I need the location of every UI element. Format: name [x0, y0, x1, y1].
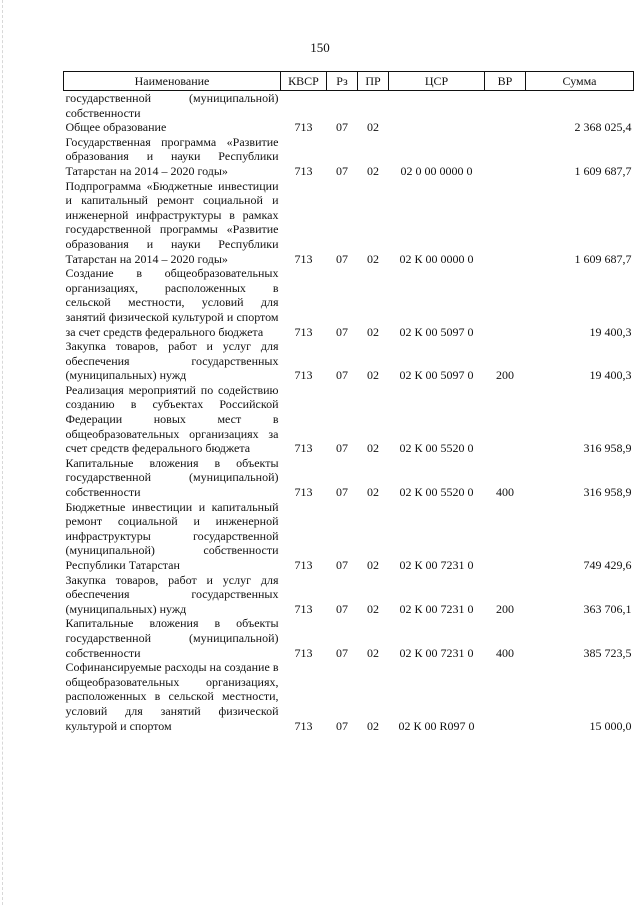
cell-kvsr: 713	[294, 718, 313, 733]
cell-vr: 400	[496, 645, 514, 660]
cell-vr	[485, 383, 526, 456]
cell-pr	[358, 91, 389, 121]
budget-table	[63, 71, 634, 733]
cell-sum: 15 000,0	[589, 718, 632, 733]
table-row	[64, 456, 634, 500]
cell-sum: 19 400,3	[589, 324, 632, 339]
cell-kvsr: 713	[294, 645, 313, 660]
cell-rz: 07	[336, 718, 348, 733]
table-row	[64, 91, 634, 121]
cell-rz: 07	[336, 120, 348, 135]
scan-margin-mark	[2, 0, 5, 905]
cell-sum: 19 400,3	[589, 368, 632, 383]
cell-vr	[485, 660, 526, 733]
cell-csr: 02 К 00 7231 0	[399, 645, 474, 660]
cell-csr: 02 К 00 R097 0	[398, 718, 475, 733]
table-row	[64, 616, 634, 660]
cell-kvsr: 713	[294, 601, 313, 616]
table-row	[64, 179, 634, 267]
cell-sum: 316 958,9	[583, 441, 632, 456]
cell-kvsr: 713	[294, 120, 313, 135]
cell-vr	[485, 500, 526, 573]
cell-vr: 400	[496, 485, 514, 500]
cell-name: Закупка товаров, работ и услуг для обеспечения государственных (муниципальных) нужд	[65, 572, 279, 616]
cell-kvsr	[281, 91, 327, 121]
table-row	[64, 573, 634, 617]
cell-pr: 02	[367, 718, 379, 733]
cell-pr: 02	[367, 120, 379, 135]
cell-rz: 07	[336, 441, 348, 456]
cell-csr: 02 К 00 0000 0	[399, 251, 474, 266]
cell-csr: 02 К 00 5520 0	[399, 485, 474, 500]
cell-sum	[526, 91, 634, 121]
cell-pr: 02	[367, 324, 379, 339]
cell-vr: 200	[496, 368, 514, 383]
cell-sum: 749 429,6	[583, 558, 632, 572]
table-row	[64, 135, 634, 179]
cell-rz: 07	[336, 601, 348, 616]
cell-rz: 07	[336, 324, 348, 339]
cell-sum: 363 706,1	[583, 601, 632, 616]
cell-name: Подпрограмма «Бюджетные инвестиции и капитальный ремонт социальной и инженерной инфраструктуры в рамках государственной программы «Развитие образования и науки Республики Татарстан на 2014 – 2020 годы»	[65, 178, 279, 266]
table-row	[64, 383, 634, 456]
cell-name: Капитальные вложения в объекты государственной (муниципальной) собственности	[65, 455, 279, 500]
cell-sum: 1 609 687,7	[574, 251, 632, 266]
cell-csr: 02 0 00 0000 0	[400, 163, 473, 178]
cell-csr: 02 К 00 7231 0	[399, 558, 474, 572]
column-header-sum: Сумма	[526, 72, 634, 91]
cell-vr	[485, 135, 526, 179]
cell-vr	[485, 91, 526, 121]
table-row	[64, 500, 634, 573]
cell-rz	[327, 91, 358, 121]
cell-csr: 02 К 00 5097 0	[399, 368, 474, 383]
table-body	[64, 91, 634, 734]
table-row	[64, 660, 634, 733]
cell-vr: 200	[496, 601, 514, 616]
cell-name: Бюджетные инвестиции и капитальный ремонт социальной и инженерной инфраструктуры государственной (муниципальной) собственности Республики Татарстан	[65, 499, 279, 572]
cell-pr: 02	[367, 558, 379, 572]
table-row	[64, 266, 634, 339]
column-header-rz: Рз	[327, 72, 358, 91]
column-header-kvsr: КВСР	[281, 72, 327, 91]
column-header-vr: ВР	[485, 72, 526, 91]
cell-sum: 2 368 025,4	[574, 120, 632, 135]
page-number: 150	[310, 40, 330, 55]
cell-rz: 07	[336, 558, 348, 572]
cell-pr: 02	[367, 251, 379, 266]
table-row	[64, 120, 634, 135]
cell-sum: 1 609 687,7	[574, 163, 632, 178]
cell-name: Создание в общеобразовательных организациях, расположенных в сельской местности, условий для занятий физической культурой и спортом за счет средств федерального бюджета	[65, 266, 279, 339]
cell-csr	[389, 91, 485, 121]
cell-rz: 07	[336, 645, 348, 660]
cell-pr: 02	[367, 485, 379, 500]
cell-csr	[389, 120, 485, 135]
cell-sum: 316 958,9	[583, 485, 632, 500]
cell-name: государственной (муниципальной) собственности	[65, 91, 279, 120]
column-header-pr: ПР	[358, 72, 389, 91]
table-header	[64, 72, 634, 91]
cell-rz: 07	[336, 368, 348, 383]
cell-kvsr: 713	[294, 251, 313, 266]
cell-csr: 02 К 00 5520 0	[399, 441, 474, 456]
cell-kvsr: 713	[294, 485, 313, 500]
cell-pr: 02	[367, 441, 379, 456]
cell-rz: 07	[336, 251, 348, 266]
cell-rz: 07	[336, 163, 348, 178]
cell-name: Закупка товаров, работ и услуг для обеспечения государственных (муниципальных) нужд	[65, 339, 279, 383]
cell-name: Общее образование	[65, 120, 167, 135]
cell-pr: 02	[367, 163, 379, 178]
cell-csr: 02 К 00 5097 0	[399, 324, 474, 339]
column-header-name: Наименование	[64, 72, 281, 91]
cell-vr	[485, 266, 526, 339]
cell-sum: 385 723,5	[583, 645, 632, 660]
cell-vr	[485, 179, 526, 267]
cell-pr: 02	[367, 645, 379, 660]
cell-name: Государственная программа «Развитие образования и науки Республики Татарстан на 2014 – 2020 годы»	[65, 134, 279, 178]
cell-kvsr: 713	[294, 368, 313, 383]
cell-pr: 02	[367, 368, 379, 383]
cell-kvsr: 713	[294, 441, 313, 456]
cell-kvsr: 713	[294, 324, 313, 339]
cell-kvsr: 713	[294, 163, 313, 178]
cell-name: Софинансируемые расходы на создание в общеобразовательных организациях, расположенных в сельской местности, условий для занятий физической культурой и спортом	[65, 660, 279, 733]
cell-pr: 02	[367, 601, 379, 616]
table-row	[64, 339, 634, 383]
cell-vr	[485, 120, 526, 135]
cell-kvsr: 713	[294, 558, 313, 572]
cell-rz: 07	[336, 485, 348, 500]
cell-name: Капитальные вложения в объекты государственной (муниципальной) собственности	[65, 616, 279, 660]
column-header-csr: ЦСР	[389, 72, 485, 91]
cell-name: Реализация мероприятий по содействию созданию в субъектах Российской Федерации новых мест в общеобразовательных организациях за счет средств федерального бюджета	[65, 382, 279, 456]
cell-csr: 02 К 00 7231 0	[399, 601, 474, 616]
